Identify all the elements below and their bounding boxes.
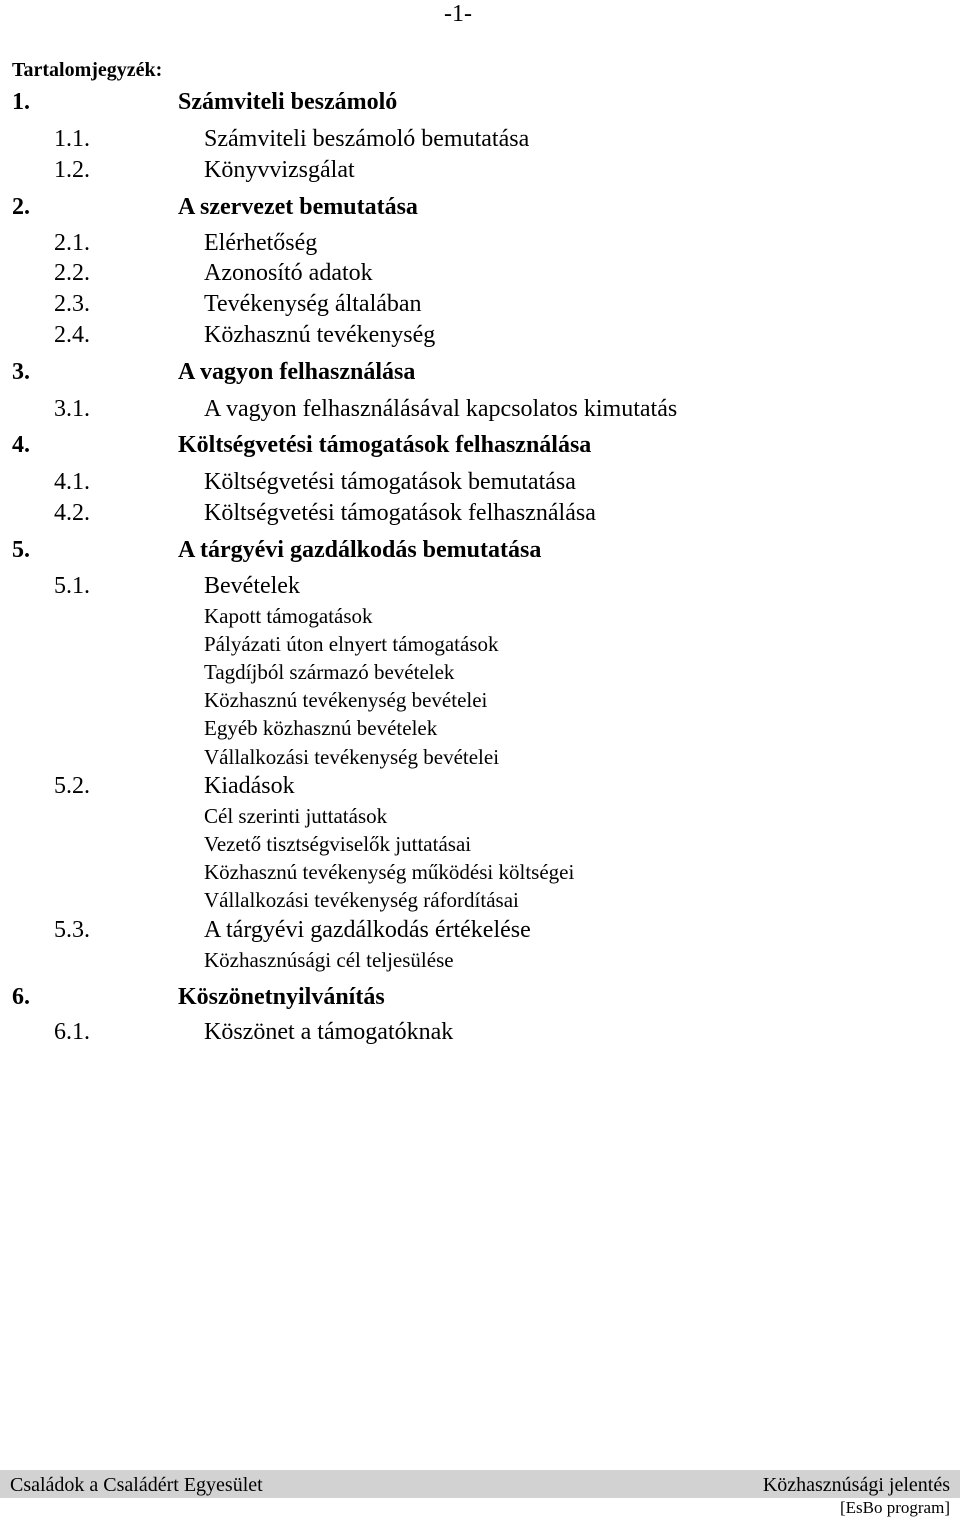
toc-label: A szervezet bemutatása <box>178 194 418 220</box>
toc-label: Köszönetnyilvánítás <box>178 984 385 1010</box>
toc-number: 4.1. <box>54 469 90 495</box>
toc-label: Azonosító adatok <box>204 260 373 286</box>
toc-label: Köszönet a támogatóknak <box>204 1019 454 1045</box>
page-number: -1- <box>444 1 472 27</box>
toc-number: 3. <box>12 359 30 385</box>
toc-label: A vagyon felhasználásával kapcsolatos kimutatás <box>204 396 678 422</box>
toc-label: Költségvetési támogatások bemutatása <box>204 469 576 495</box>
toc-label: Tevékenység általában <box>204 291 422 317</box>
toc-label: A vagyon felhasználása <box>178 359 416 385</box>
toc-label: Egyéb közhasznú bevételek <box>204 716 438 740</box>
toc-label: Vállalkozási tevékenység ráfordításai <box>204 888 519 912</box>
toc-label: Bevételek <box>204 573 300 599</box>
toc-number: 1.1. <box>54 126 90 152</box>
toc-number: 6.1. <box>54 1019 90 1045</box>
toc-label: Cél szerinti juttatások <box>204 804 388 828</box>
toc-number: 2.4. <box>54 322 90 348</box>
toc-label: Elérhetőség <box>204 230 318 256</box>
footer-program: [EsBo program] <box>839 1498 950 1517</box>
toc-number: 3.1. <box>54 396 90 422</box>
toc-number: 5. <box>12 537 30 563</box>
toc-label: A tárgyévi gazdálkodás értékelése <box>204 917 531 943</box>
footer-organization: Családok a Családért Egyesület <box>10 1474 263 1496</box>
toc-label: Kapott támogatások <box>204 604 373 628</box>
toc-label: Pályázati úton elnyert támogatások <box>204 632 499 656</box>
toc-number: 4.2. <box>54 500 90 526</box>
toc-label: Kiadások <box>204 773 295 799</box>
toc-label: Könyvvizsgálat <box>204 157 355 183</box>
toc-number: 4. <box>12 432 30 458</box>
toc-heading: Tartalomjegyzék: <box>12 59 163 81</box>
toc-label: Közhasznú tevékenység <box>204 322 436 348</box>
toc-label: Számviteli beszámoló bemutatása <box>204 126 530 152</box>
toc-label: Közhasznú tevékenység bevételei <box>204 688 488 712</box>
toc-label: Költségvetési támogatások felhasználása <box>204 500 596 526</box>
toc-label: Vezető tisztségviselők juttatásai <box>204 832 472 856</box>
toc-label: Költségvetési támogatások felhasználása <box>178 432 592 458</box>
toc-number: 1.2. <box>54 157 90 183</box>
toc-label: Tagdíjból származó bevételek <box>204 660 455 684</box>
toc-label: Vállalkozási tevékenység bevételei <box>204 745 500 769</box>
toc-number: 2.2. <box>54 260 90 286</box>
toc-number: 5.1. <box>54 573 90 599</box>
toc-number: 6. <box>12 984 30 1010</box>
toc-label: Számviteli beszámoló <box>178 89 398 115</box>
toc-number: 5.2. <box>54 773 90 799</box>
toc-number: 2. <box>12 194 30 220</box>
toc-label: Közhasznú tevékenység működési költségei <box>204 860 575 884</box>
toc-number: 2.3. <box>54 291 90 317</box>
toc-number: 1. <box>12 89 30 115</box>
footer-report-type: Közhasznúsági jelentés <box>762 1474 950 1496</box>
toc-number: 2.1. <box>54 230 90 256</box>
toc-label: Közhasznúsági cél teljesülése <box>204 948 454 972</box>
toc-label: A tárgyévi gazdálkodás bemutatása <box>178 537 542 563</box>
toc-number: 5.3. <box>54 917 90 943</box>
